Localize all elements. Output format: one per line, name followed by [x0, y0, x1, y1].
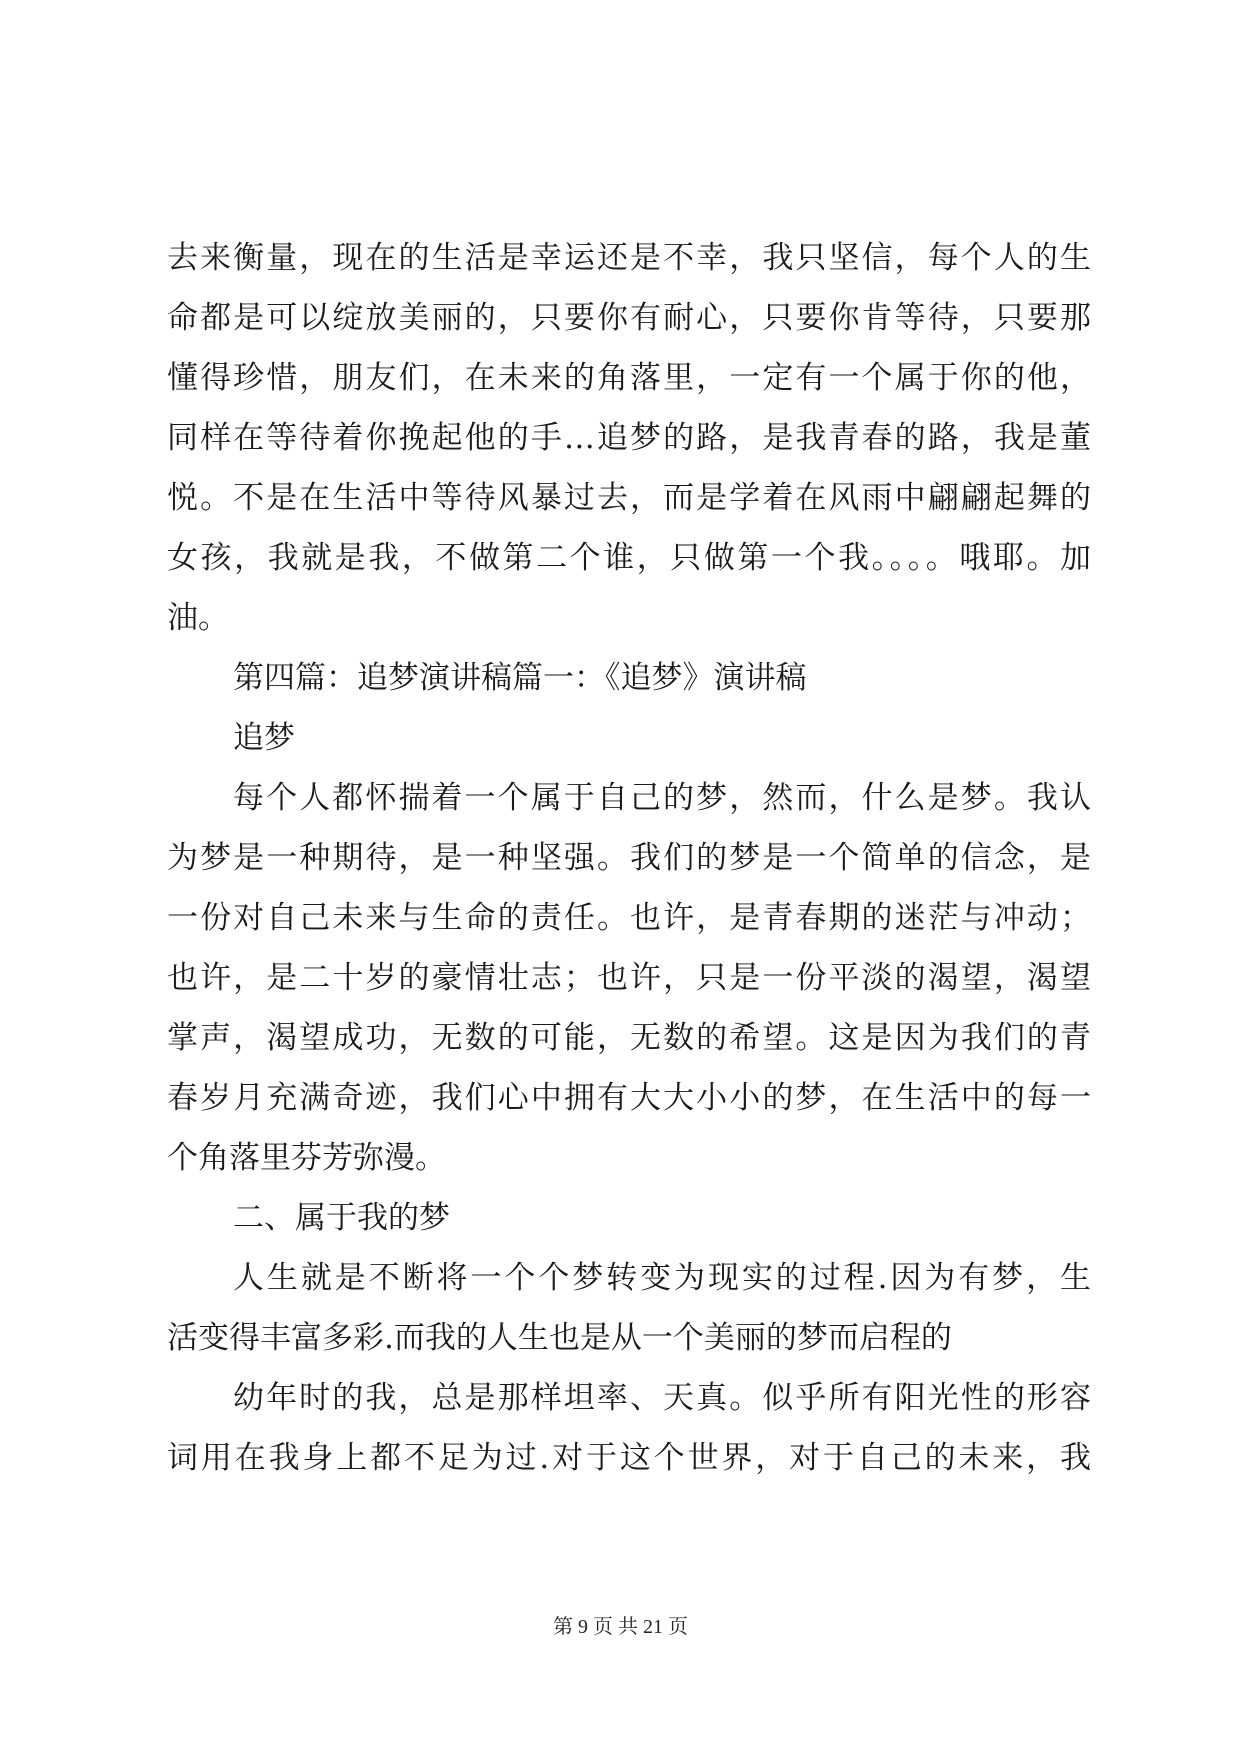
text-line: 每个人都怀揣着一个属于自己的梦，然而，什么是梦。我认 — [233, 780, 1091, 816]
text-line: 同样在等待着你挽起他的手…追梦的路，是我青春的路，我是董 — [167, 420, 1091, 456]
text-line: 懂得珍惜，朋友们，在未来的角落里，一定有一个属于你的他， — [167, 360, 1091, 396]
text-line: 词用在我身上都不足为过.对于这个世界，对于自己的未来，我 — [167, 1440, 1091, 1476]
text-line: 女孩，我就是我，不做第二个谁，只做第一个我。。。。哦耶。加 — [167, 540, 1091, 576]
text-line: 油。 — [167, 600, 229, 636]
text-line: 为梦是一种期待，是一种坚强。我们的梦是一个简单的信念，是 — [167, 840, 1091, 876]
section-heading: 第四篇：追梦演讲稿篇一：《追梦》演讲稿 — [233, 660, 807, 696]
text-line: 人生就是不断将一个个梦转变为现实的过程.因为有梦，生 — [233, 1260, 1091, 1296]
document-body — [167, 228, 1091, 1488]
text-line: 春岁月充满奇迹，我们心中拥有大大小小的梦，在生活中的每一 — [167, 1080, 1091, 1116]
text-line: 个角落里芬芳弥漫。 — [167, 1140, 446, 1176]
text-line: 幼年时的我，总是那样坦率、天真。似乎所有阳光性的形容 — [233, 1380, 1091, 1416]
subsection-heading: 二、属于我的梦 — [233, 1200, 450, 1236]
text-line: 命都是可以绽放美丽的，只要你有耐心，只要你肯等待，只要那 — [167, 300, 1091, 336]
text-line: 悦。不是在生活中等待风暴过去，而是学着在风雨中翩翩起舞的 — [167, 480, 1091, 516]
text-line: 去来衡量，现在的生活是幸运还是不幸，我只坚信，每个人的生 — [167, 240, 1091, 276]
text-line: 也许，是二十岁的豪情壮志；也许，只是一份平淡的渴望，渴望 — [167, 960, 1091, 996]
text-line: 一份对自己未来与生命的责任。也许，是青春期的迷茫与冲动； — [167, 900, 1091, 936]
text-line: 活变得丰富多彩.而我的人生也是从一个美丽的梦而启程的 — [167, 1320, 952, 1356]
page-number-footer: 第 9 页 共 21 页 — [553, 1616, 688, 1638]
text-line: 掌声，渴望成功，无数的可能，无数的希望。这是因为我们的青 — [167, 1020, 1091, 1056]
speech-title: 追梦 — [233, 720, 295, 756]
